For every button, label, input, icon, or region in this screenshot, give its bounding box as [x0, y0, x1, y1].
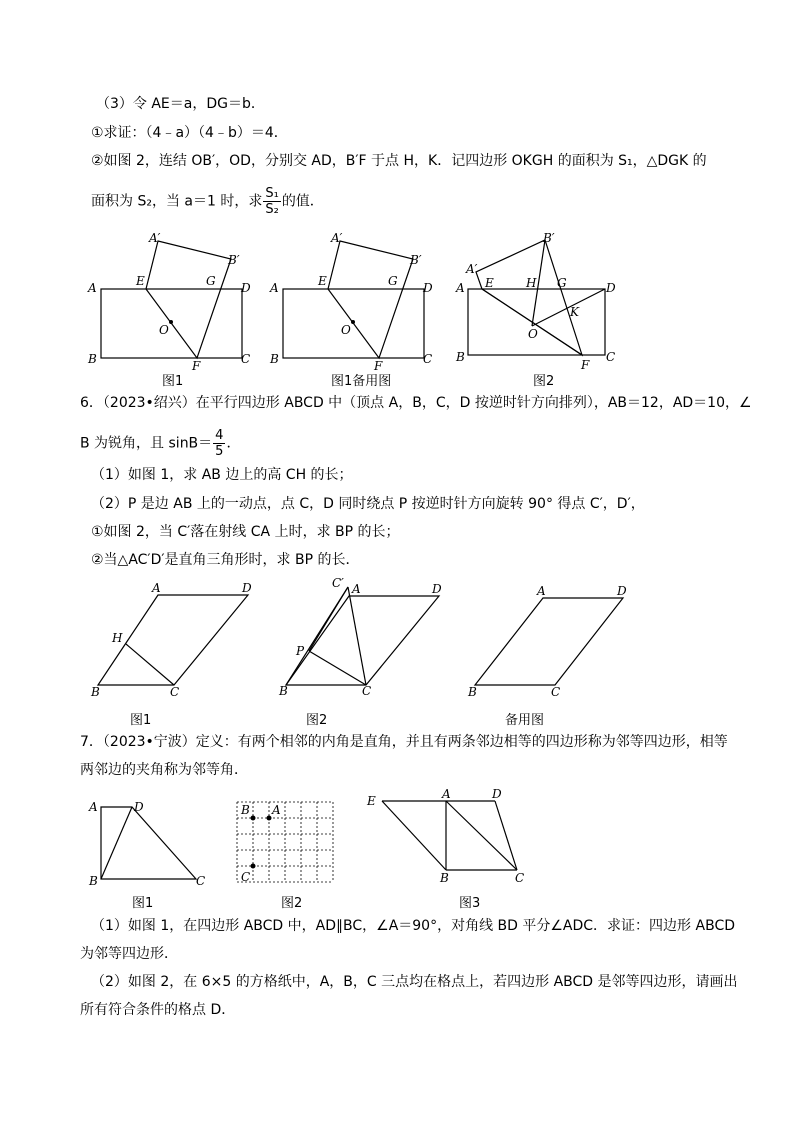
q7-line4: 为邻等四边形．	[80, 946, 178, 962]
q6-line3: （1）如图 1，求 AB 边上的高 CH 的长；	[91, 467, 353, 483]
label-E: E	[318, 274, 327, 288]
q6-caption-2: 图2	[306, 713, 328, 728]
q5-figure-2	[452, 230, 622, 370]
label-D: D	[423, 281, 433, 295]
label-A-prime: A′	[466, 262, 478, 276]
q7-line3: （1）如图 1，在四边形 ABCD 中，AD∥BC，∠A＝90°，对角线 BD 平分∠ADC．求证：四边形 ABCD	[91, 918, 735, 934]
q5-caption-1: 图1	[162, 374, 184, 389]
label-B: B	[270, 352, 279, 366]
label-C: C	[423, 352, 433, 366]
label-D: D	[492, 788, 502, 801]
label-H: H	[526, 276, 537, 290]
q6-line2-text-a: B 为锐角，且 sinB＝	[80, 435, 213, 452]
q6-caption-1: 图1	[130, 713, 152, 728]
fraction-numerator: 4	[215, 428, 224, 443]
label-B: B	[440, 871, 449, 885]
label-B-prime: B′	[543, 231, 555, 245]
label-C-prime: C′	[332, 576, 344, 590]
q5-line4-text-a: 面积为 S₂，当 a＝1 时，求	[91, 193, 263, 210]
q7-caption-3: 图3	[459, 896, 481, 911]
q6-caption-3: 备用图	[505, 713, 545, 728]
q5-line1: （3）令 AE＝a，DG＝b．	[96, 96, 265, 112]
fraction-denominator: 5	[215, 444, 224, 459]
q5-line3: ②如图 2，连结 OB′，OD，分别交 AD，B′F 于点 H，K．记四边形 OKGH 的面积为 S₁，△DGK 的	[91, 153, 707, 169]
label-B: B	[468, 685, 477, 699]
q7-figure-2	[232, 797, 342, 887]
label-A: A	[442, 788, 451, 801]
q5-caption-3: 图2	[533, 374, 555, 389]
label-C: C	[551, 685, 561, 699]
label-D: D	[617, 584, 627, 598]
q6-line5: ①如图 2，当 C′落在射线 CA 上时，求 BP 的长；	[91, 524, 400, 540]
four-fifths-fraction	[213, 428, 225, 459]
label-F: F	[192, 359, 201, 370]
label-O: O	[341, 323, 351, 337]
fraction-numerator: S₁	[265, 186, 279, 201]
label-F: F	[581, 358, 590, 370]
label-B: B	[88, 352, 97, 366]
label-C: C	[170, 685, 180, 699]
label-D: D	[134, 800, 144, 814]
label-D: D	[606, 281, 616, 295]
label-A: A	[272, 803, 281, 817]
label-E: E	[136, 274, 145, 288]
s1-over-s2-fraction	[263, 186, 280, 217]
label-F: F	[374, 359, 383, 370]
q6-line2	[80, 428, 240, 459]
label-D: D	[241, 281, 251, 295]
label-D: D	[242, 581, 252, 595]
q6-line1: 6．（2023•绍兴）在平行四边形 ABCD 中（顶点 A，B，C，D 按逆时针方向排列），AB＝12，AD＝10，∠	[80, 395, 752, 411]
label-B: B	[91, 685, 100, 699]
q6-figure-2	[274, 573, 454, 698]
label-A-prime: A′	[331, 231, 343, 245]
q6-figure-1	[86, 580, 266, 700]
label-B: B	[456, 350, 465, 364]
label-A: A	[537, 584, 546, 598]
label-A: A	[152, 581, 161, 595]
label-O: O	[528, 327, 538, 341]
label-K: K	[570, 305, 579, 319]
label-B: B	[241, 803, 250, 817]
label-O: O	[159, 323, 169, 337]
label-C: C	[606, 350, 616, 364]
q7-line5: （2）如图 2，在 6×5 的方格纸中，A，B，C 三点均在格点上，若四边形 ABCD 是邻等四边形，请画出	[91, 974, 738, 990]
label-D: D	[432, 582, 442, 596]
label-H: H	[112, 631, 123, 645]
label-A: A	[456, 281, 465, 295]
q7-figure-1	[86, 795, 216, 890]
q5-line4	[91, 186, 324, 217]
label-G: G	[206, 274, 216, 288]
q5-caption-2: 图1备用图	[331, 374, 392, 389]
label-B-prime: B′	[228, 253, 240, 267]
label-A: A	[88, 281, 97, 295]
label-E: E	[485, 276, 494, 290]
q7-figure-3	[362, 788, 532, 888]
label-P: P	[296, 644, 305, 658]
q6-figure-backup	[463, 580, 643, 700]
label-E: E	[367, 794, 376, 808]
label-A: A	[89, 800, 98, 814]
label-C: C	[241, 352, 251, 366]
label-C: C	[515, 871, 525, 885]
label-G: G	[557, 276, 567, 290]
q7-line6: 所有符合条件的格点 D．	[80, 1002, 236, 1018]
label-A: A	[270, 281, 279, 295]
fraction-denominator: S₂	[265, 202, 279, 217]
label-C: C	[241, 870, 251, 884]
q6-line6: ②当△AC′D′是直角三角形时，求 BP 的长．	[91, 552, 360, 568]
q5-line4-text-b: 的值．	[281, 193, 324, 210]
q7-line2: 两邻边的夹角称为邻等角．	[80, 762, 248, 778]
q5-figure-1	[86, 230, 266, 370]
q7-caption-2: 图2	[281, 896, 303, 911]
q6-line2-text-b: ．	[226, 435, 241, 452]
label-B: B	[89, 874, 98, 888]
q5-figure-1-backup	[268, 230, 448, 370]
label-C: C	[362, 684, 372, 698]
label-A: A	[352, 582, 361, 596]
q7-line1: 7．（2023•宁波）定义：有两个相邻的内角是直角，并且有两条邻边相等的四边形称为邻等四边形，相等	[80, 734, 728, 750]
label-A-prime: A′	[149, 231, 161, 245]
q5-line2: ①求证：（4﹣a）（4﹣b）＝4．	[91, 125, 288, 141]
label-B: B	[279, 684, 288, 698]
label-B-prime: B′	[410, 253, 422, 267]
q6-line4: （2）P 是边 AB 上的一动点，点 C，D 同时绕点 P 按逆时针方向旋转 90° 得点 C′，D′，	[91, 496, 645, 512]
label-G: G	[388, 274, 398, 288]
q7-caption-1: 图1	[132, 896, 154, 911]
label-C: C	[196, 874, 206, 888]
